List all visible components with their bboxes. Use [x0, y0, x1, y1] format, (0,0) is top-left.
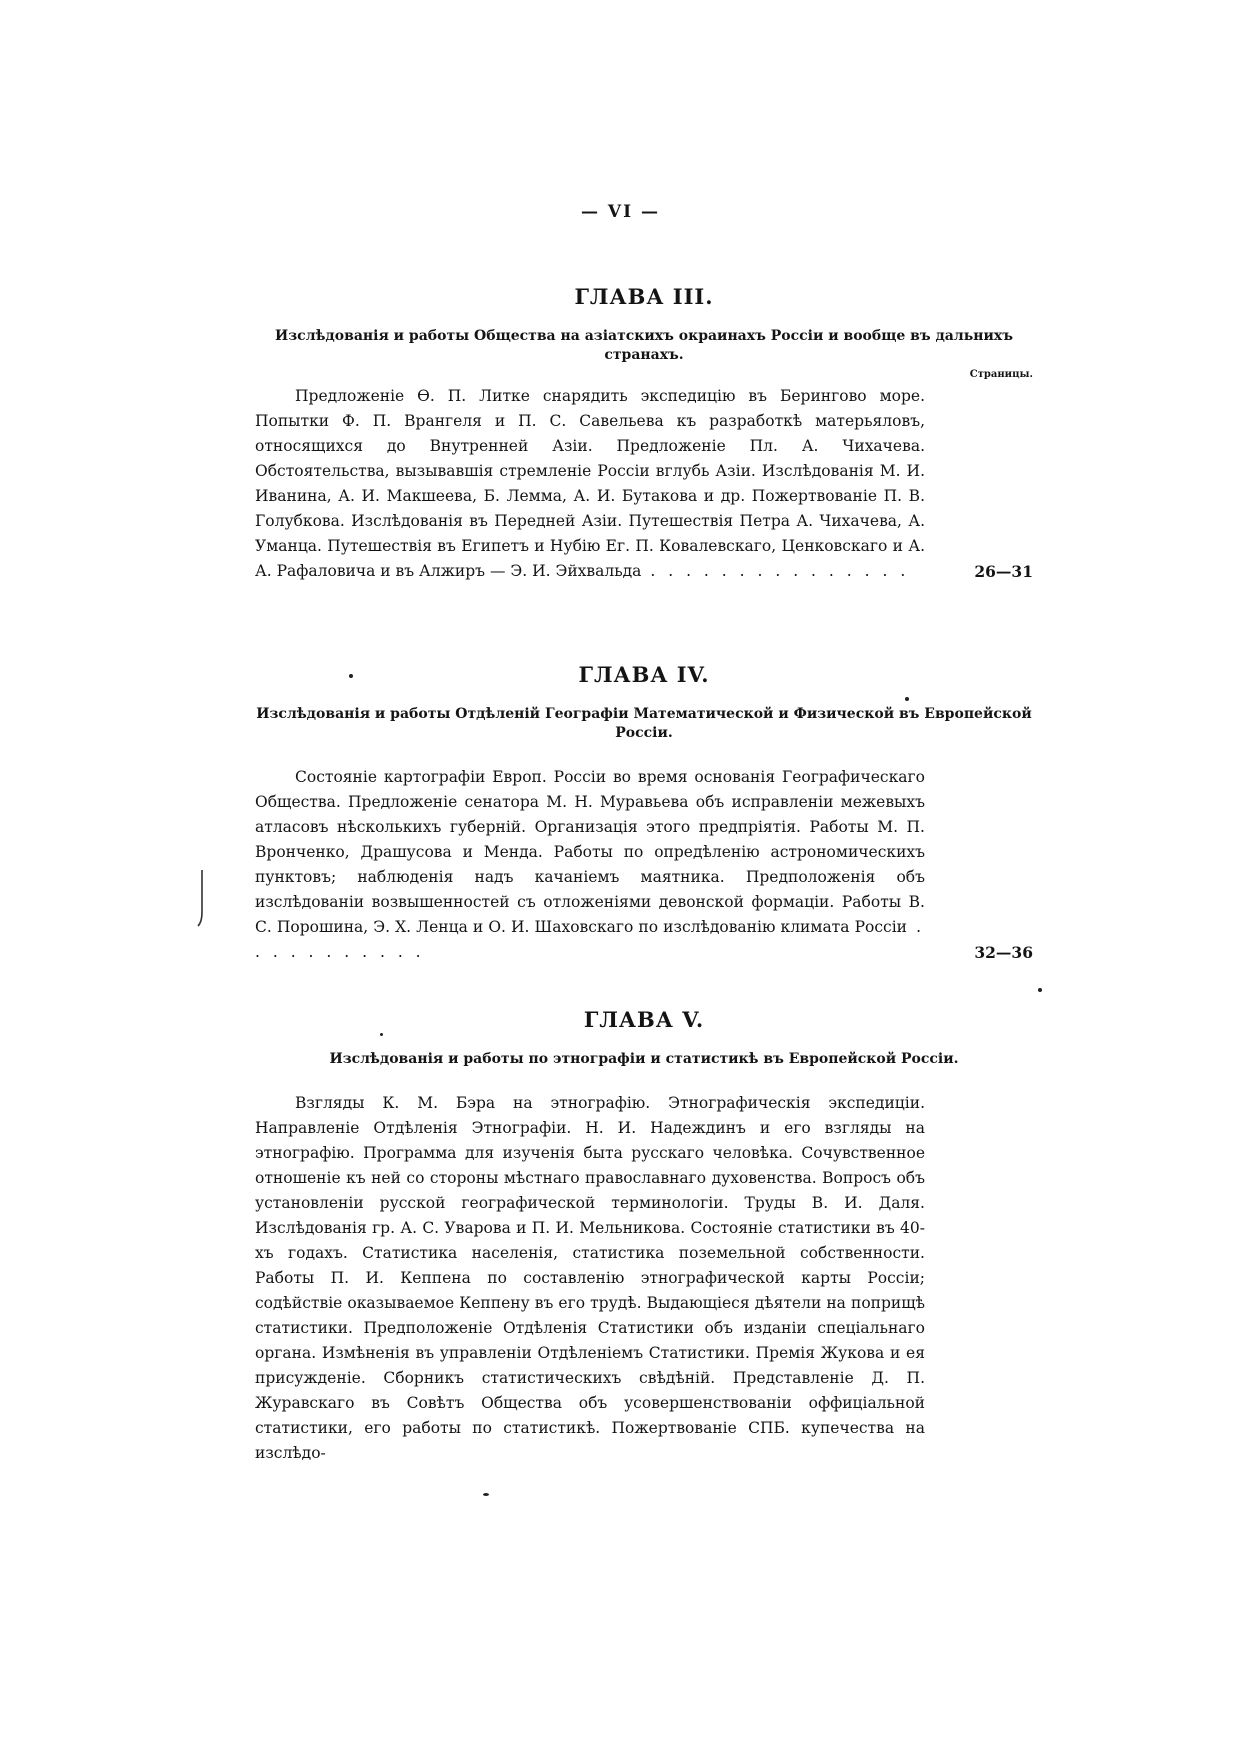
chapter-summary [255, 765, 925, 965]
chapter-subtitle: Изслѣдованія и работы Отдѣленій Географіи Математической и Физической въ Европейской Россіи. [256, 706, 1032, 741]
toc-entry [255, 765, 1033, 965]
scan-speck [905, 697, 909, 701]
chapter-5 [255, 1007, 1033, 1466]
chapter-summary: Взгляды К. М. Бэра на этнографію. Этнографическія экспедиціи. Направленіе Отдѣленія Этнографіи. Н. И. Надеждинъ и его взгляды на этнографію. Программа для изученія быта русскаго человѣка. Сочувственное отношеніе къ ней со стороны мѣстнаго православнаго духовенства. Вопросъ объ установленіи русской географической терминологіи. Труды В. И. Даля. Изслѣдованія гр. А. С. Уварова и П. И. Мельникова. Состояніе статистики въ 40-хъ годахъ. Статистика населенія, статистика поземельной собственности. Работы П. И. Кеппена по составленію этнографической карты Россіи; содѣйствіе оказываемое Кеппену въ его трудѣ. Выдающіеся дѣятели на поприщѣ статистики. Предположеніе Отдѣленія Статистики объ изданіи спеціальнаго органа. Измѣненія въ управленіи Отдѣленіемъ Статистики. Премія Жукова и ея присужденіе. Сборникъ статистическихъ свѣдѣній. Представленіе Д. П. Журавскаго въ Совѣтъ Общества объ усовершенствованіи оффиціальной статистики, его работы по статистикѣ. Пожертвованіе СПБ. купечества на изслѣдо- [255, 1094, 925, 1462]
leader-dots: . . . . . . . . . . . . . . . [641, 562, 910, 580]
chapter-subtitle: Изслѣдованія и работы по этнографіи и статистикѣ въ Европейской Россіи. [329, 1051, 959, 1067]
chapter-summary [255, 384, 925, 584]
scan-speck [1038, 988, 1042, 992]
toc-entry [255, 384, 1033, 584]
page-range: 32—36 [974, 943, 1033, 962]
toc-entry [255, 1091, 1033, 1466]
scan-speck [380, 1033, 383, 1036]
chapter-4 [255, 662, 1033, 965]
page-number: — VI — [581, 202, 660, 222]
chapter-heading: ГЛАВА IV. [578, 662, 710, 687]
pages-column-label: Страницы. [969, 369, 1033, 380]
chapter-summary-text: Состояніе картографіи Европ. Россіи во время основанія Географическаго Общества. Предложеніе сенатора М. Н. Муравьева объ исправленіи межевыхъ атласовъ нѣсколькихъ губерній. Организація этого предпріятія. Работы М. П. Вронченко, Драшусова и Менда. Работы по опредѣленію астрономическихъ пунктовъ; наблюденія надъ качаніемъ маятника. Предположенія объ изслѣдованіи возвышенностей съ отложеніями девонской формаціи. Работы В. С. Порошина, Э. Х. Ленца и О. И. Шаховскаго по изслѣдованію климата Россіи [255, 768, 925, 936]
margin-check-mark [196, 868, 206, 928]
scan-speck [483, 1493, 489, 1496]
chapter-subtitle: Изслѣдованія и работы Общества на азіатскихъ окраинахъ Россіи и вообще въ дальнихъ странахъ. [275, 328, 1013, 363]
scan-speck [349, 674, 353, 678]
chapter-summary-text: Предложеніе Ѳ. П. Литке снарядить экспедицію въ Берингово море. Попытки Ф. П. Врангеля и П. С. Савельева къ разработкѣ матерьяловъ, относящихся до Внутренней Азіи. Предложеніе Пл. А. Чихачева. Обстоятельства, вызывавшія стремленіе Россіи вглубь Азіи. Изслѣдованія М. И. Иванина, А. И. Макшеева, Б. Лемма, А. И. Бутакова и др. Пожертвованіе П. В. Голубкова. Изслѣдованія въ Передней Азіи. Путешествія Петра А. Чихачева, А. Уманца. Путешествія въ Египетъ и Нубію Ег. П. Ковалевскаго, Ценковскаго и А. А. Рафаловича и въ Алжиръ — Э. И. Эйхвальда [255, 387, 925, 580]
chapter-heading: ГЛАВА V. [583, 1007, 705, 1032]
leader-dots: . . . . . . . . . . . [255, 918, 926, 961]
chapter-heading: ГЛАВА III. [574, 284, 714, 309]
chapter-3 [255, 284, 1033, 584]
page-range: 26—31 [974, 562, 1033, 581]
